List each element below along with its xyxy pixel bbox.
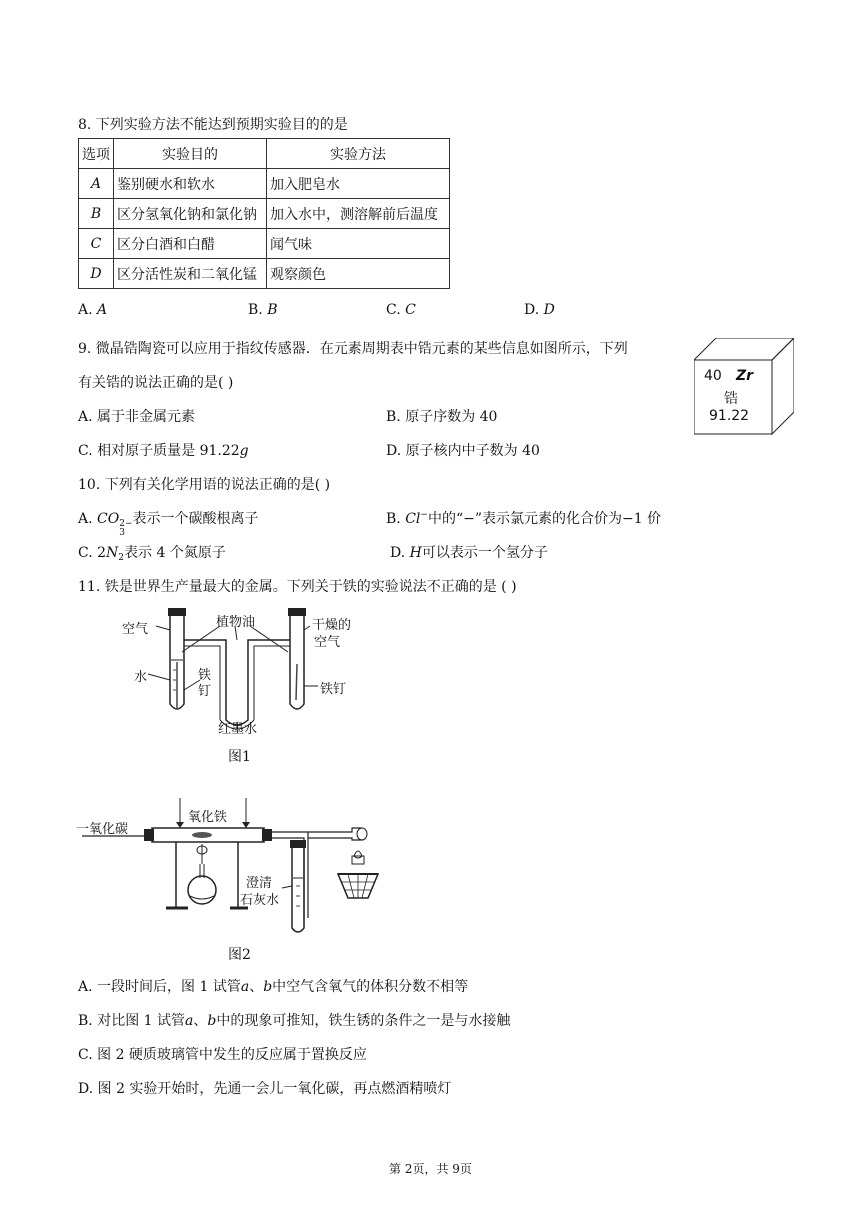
atomic-number: 40 [704,368,722,384]
subscript: 2 [118,553,125,563]
choice-label: A. [78,302,98,318]
label-dry-air-1: 干燥的 [312,618,352,633]
label-air: 空气 [122,622,149,637]
table-row [79,259,450,289]
stopper-left [168,608,186,616]
formula: H [409,545,422,561]
row-purpose: 区分氢氧化钠和氯化钠 [114,199,267,229]
choice-label: B. [248,302,268,318]
superscript: − [420,510,428,520]
label-red-ink: 红墨水 [218,722,258,737]
choice-value: A [97,302,108,318]
row-method: 闻气味 [267,229,450,259]
figure-1-caption: 图1 [228,749,251,765]
label-limewater-1: 澄清 [246,876,273,891]
q10-choice-d [390,542,548,562]
tube-b: b [207,1013,217,1029]
row-option: B [79,199,114,229]
stopper-right [288,608,306,616]
choice-value: D [543,302,555,318]
label-iron-oxide: 氧化铁 [188,810,228,825]
choice-value: C [405,302,416,318]
element-card-zirconium [694,338,794,436]
choice-text: 中空气含氧气的体积分数不相等 [272,979,469,995]
row-option: A [79,169,114,199]
q8-stem: 8. 下列实验方法不能达到预期实验目的的是 [78,117,348,133]
choice-label: D. [524,302,544,318]
choice-text: 表示一个碳酸根离子 [132,511,259,527]
choice-text: 可以表示一个氢分子 [421,545,548,561]
q9-choice-d: D. 原子核内中子数为 40 [386,443,540,459]
formula-scripts [119,520,132,538]
element-name: 锆 [724,391,738,407]
tube-b: b [263,979,273,995]
figure-2-diagram [76,790,406,940]
q8-choice-a [78,302,107,318]
figure-2-caption: 图2 [228,947,251,963]
q9-choice-b: B. 原子序数为 40 [386,409,498,425]
label-limewater-2: 石灰水 [240,893,280,908]
row-method: 加入肥皂水 [267,169,450,199]
row-option: C [79,229,114,259]
superscript: 2− [119,519,133,529]
q11-choice-b [78,1010,510,1030]
choice-text: B. 对比图 1 试管 [78,1013,185,1029]
q8-choice-c [386,302,416,318]
label-nail-right: 铁钉 [320,682,347,697]
tube-a: a [240,979,250,995]
q10-choice-b [386,508,661,528]
q10-choice-c [78,542,226,563]
choice-label: A. [78,511,98,527]
atomic-mass: 91.22 [709,408,750,424]
q8-choice-b [248,302,278,318]
choice-value: B [267,302,278,318]
choice-label: B. [386,511,406,527]
header-purpose: 实验目的 [114,139,267,169]
q11-choice-a [78,976,468,996]
row-purpose: 区分白酒和白醋 [114,229,267,259]
formula: CO [97,511,120,527]
tube-a: a [185,1013,194,1029]
q10-stem: 10. 下列有关化学用语的说法正确的是( ) [78,477,331,493]
choice-text: 中的现象可推知，铁生锈的条件之一是与水接触 [216,1013,511,1029]
separator: 、 [249,979,264,995]
choice-text: A. 一段时间后，图 1 试管 [78,979,241,995]
q9-choice-a: A. 属于非金属元素 [78,409,196,425]
subscript: 3 [119,528,125,538]
label-dry-air-2: 空气 [314,635,341,650]
choice-label: D. [390,545,410,561]
q11-stem: 11. 铁是世界生产量最大的金属。下列关于铁的实验说法不正确的是 ( ) [78,579,517,595]
row-purpose: 鉴别硬水和软水 [114,169,267,199]
row-option: D [79,259,114,289]
formula: Cl [405,511,421,527]
q9-choice-c [78,440,249,460]
q11-choice-c: C. 图 2 硬质玻璃管中发生的反应属于置换反应 [78,1047,367,1063]
element-symbol: Zr [736,368,754,384]
choice-label: C. [386,302,406,318]
table-row [79,199,450,229]
unit: g [239,443,249,459]
label-vegetable-oil: 植物油 [216,615,256,630]
q9-stem-line2: 有关锆的说法正确的是( ) [78,375,234,391]
choice-text: 中的“−”表示氯元素的化合价为−1 价 [427,511,662,527]
q11-choice-d: D. 图 2 实验开始时，先通一会儿一氧化碳，再点燃酒精喷灯 [78,1081,452,1097]
choice-text: C. 相对原子质量是 91.22 [78,443,240,459]
q8-choice-d [524,302,555,318]
label-nail-left-2: 钉 [198,684,212,699]
header-option: 选项 [79,139,114,169]
label-carbon-monoxide: 一氧化碳 [76,822,129,837]
header-method: 实验方法 [267,139,450,169]
choice-text: 表示 4 个氮原子 [124,545,226,561]
formula: N [106,545,119,561]
choice-label: C. 2 [78,545,107,561]
q8-table [78,138,450,289]
label-water: 水 [134,670,148,685]
page-footer: 第 2页，共 9页 [389,1162,472,1176]
q10-choice-a [78,508,259,538]
separator: 、 [193,1013,208,1029]
table-row [79,229,450,259]
row-method: 观察颜色 [267,259,450,289]
table-row [79,169,450,199]
row-purpose: 区分活性炭和二氧化锰 [114,259,267,289]
q9-stem-line1: 9. 微晶锆陶瓷可以应用于指纹传感器．在元素周期表中锆元素的某些信息如图所示，下列 [78,341,628,357]
label-nail-left-1: 铁 [198,668,212,683]
table-header-row [79,139,450,169]
row-method: 加入水中，测溶解前后温度 [267,199,450,229]
